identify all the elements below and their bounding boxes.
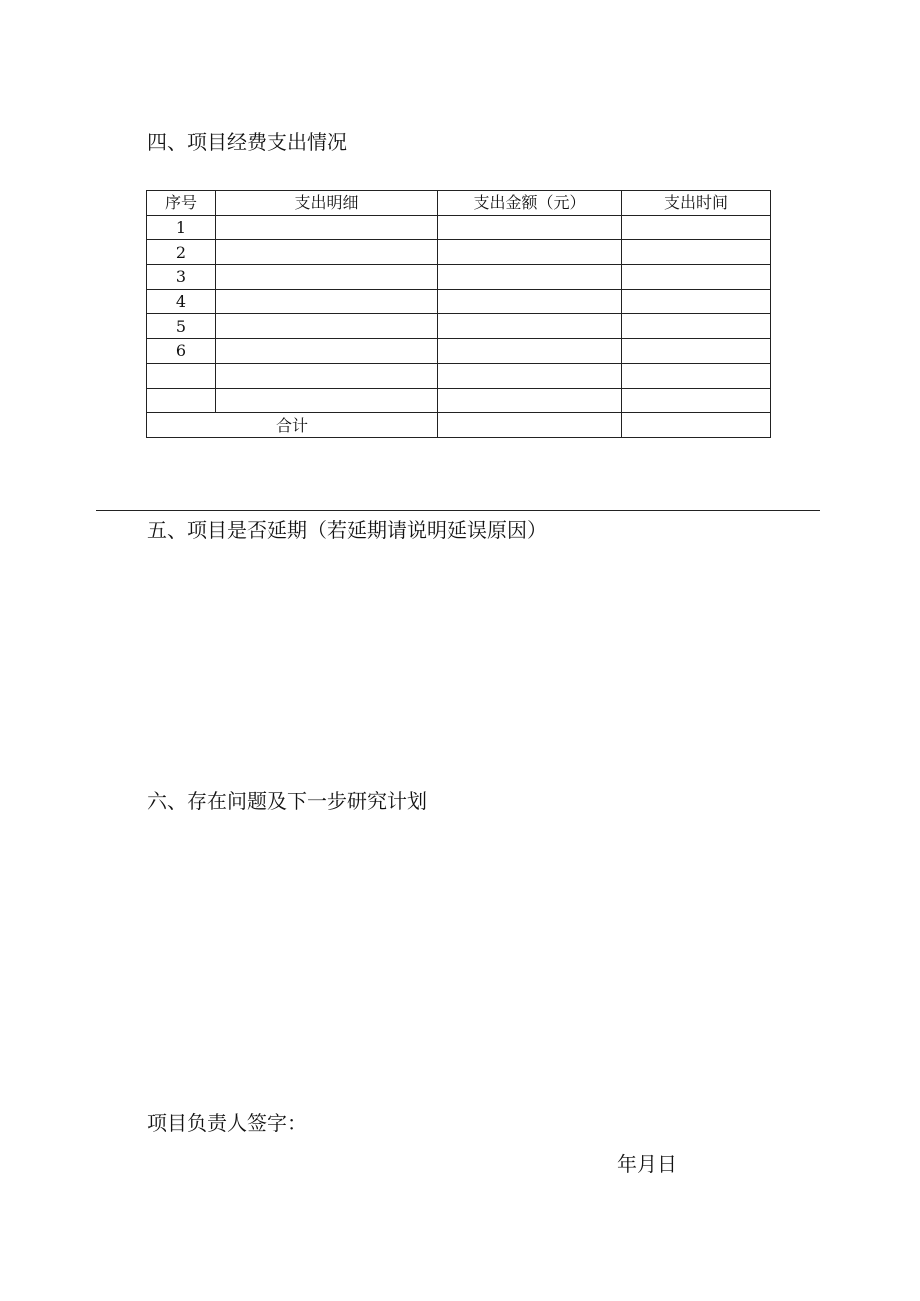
row-index xyxy=(147,363,216,388)
row-index: 1 xyxy=(147,215,216,240)
row-detail-cell[interactable] xyxy=(216,363,438,388)
total-amount-cell[interactable] xyxy=(438,413,622,438)
row-index: 6 xyxy=(147,339,216,364)
row-detail-cell[interactable] xyxy=(216,215,438,240)
header-detail: 支出明细 xyxy=(216,191,438,216)
table-row xyxy=(147,339,771,364)
section6-title: 六、存在问题及下一步研究计划 xyxy=(147,789,427,813)
row-time-cell[interactable] xyxy=(622,215,771,240)
row-amount-cell[interactable] xyxy=(438,265,622,290)
row-time-cell[interactable] xyxy=(622,339,771,364)
section4-title: 四、项目经费支出情况 xyxy=(147,130,347,154)
row-index xyxy=(147,388,216,413)
row-amount-cell[interactable] xyxy=(438,289,622,314)
row-index: 4 xyxy=(147,289,216,314)
row-index: 2 xyxy=(147,240,216,265)
row-time-cell[interactable] xyxy=(622,265,771,290)
header-time: 支出时间 xyxy=(622,191,771,216)
row-time-cell[interactable] xyxy=(622,314,771,339)
table-row xyxy=(147,363,771,388)
date-label: 年月日 xyxy=(617,1152,677,1176)
section5-title: 五、项目是否延期（若延期请说明延误原因） xyxy=(147,518,547,542)
table-row xyxy=(147,388,771,413)
row-amount-cell[interactable] xyxy=(438,314,622,339)
row-detail-cell[interactable] xyxy=(216,289,438,314)
table-total-row xyxy=(147,413,771,438)
signature-label: 项目负责人签字： xyxy=(147,1111,307,1135)
row-detail-cell[interactable] xyxy=(216,388,438,413)
row-index: 3 xyxy=(147,265,216,290)
row-time-cell[interactable] xyxy=(622,388,771,413)
row-detail-cell[interactable] xyxy=(216,339,438,364)
table-row xyxy=(147,289,771,314)
row-amount-cell[interactable] xyxy=(438,363,622,388)
header-index: 序号 xyxy=(147,191,216,216)
header-amount: 支出金额（元） xyxy=(438,191,622,216)
table-row xyxy=(147,265,771,290)
total-time-cell[interactable] xyxy=(622,413,771,438)
table-row xyxy=(147,240,771,265)
row-time-cell[interactable] xyxy=(622,240,771,265)
row-index: 5 xyxy=(147,314,216,339)
row-detail-cell[interactable] xyxy=(216,314,438,339)
total-label: 合计 xyxy=(147,413,438,438)
expense-table xyxy=(146,190,771,438)
row-amount-cell[interactable] xyxy=(438,240,622,265)
row-time-cell[interactable] xyxy=(622,289,771,314)
row-detail-cell[interactable] xyxy=(216,240,438,265)
section-divider xyxy=(96,510,820,511)
row-amount-cell[interactable] xyxy=(438,339,622,364)
row-amount-cell[interactable] xyxy=(438,388,622,413)
table-row xyxy=(147,314,771,339)
row-detail-cell[interactable] xyxy=(216,265,438,290)
table-header-row xyxy=(147,191,771,216)
row-amount-cell[interactable] xyxy=(438,215,622,240)
row-time-cell[interactable] xyxy=(622,363,771,388)
table-row xyxy=(147,215,771,240)
